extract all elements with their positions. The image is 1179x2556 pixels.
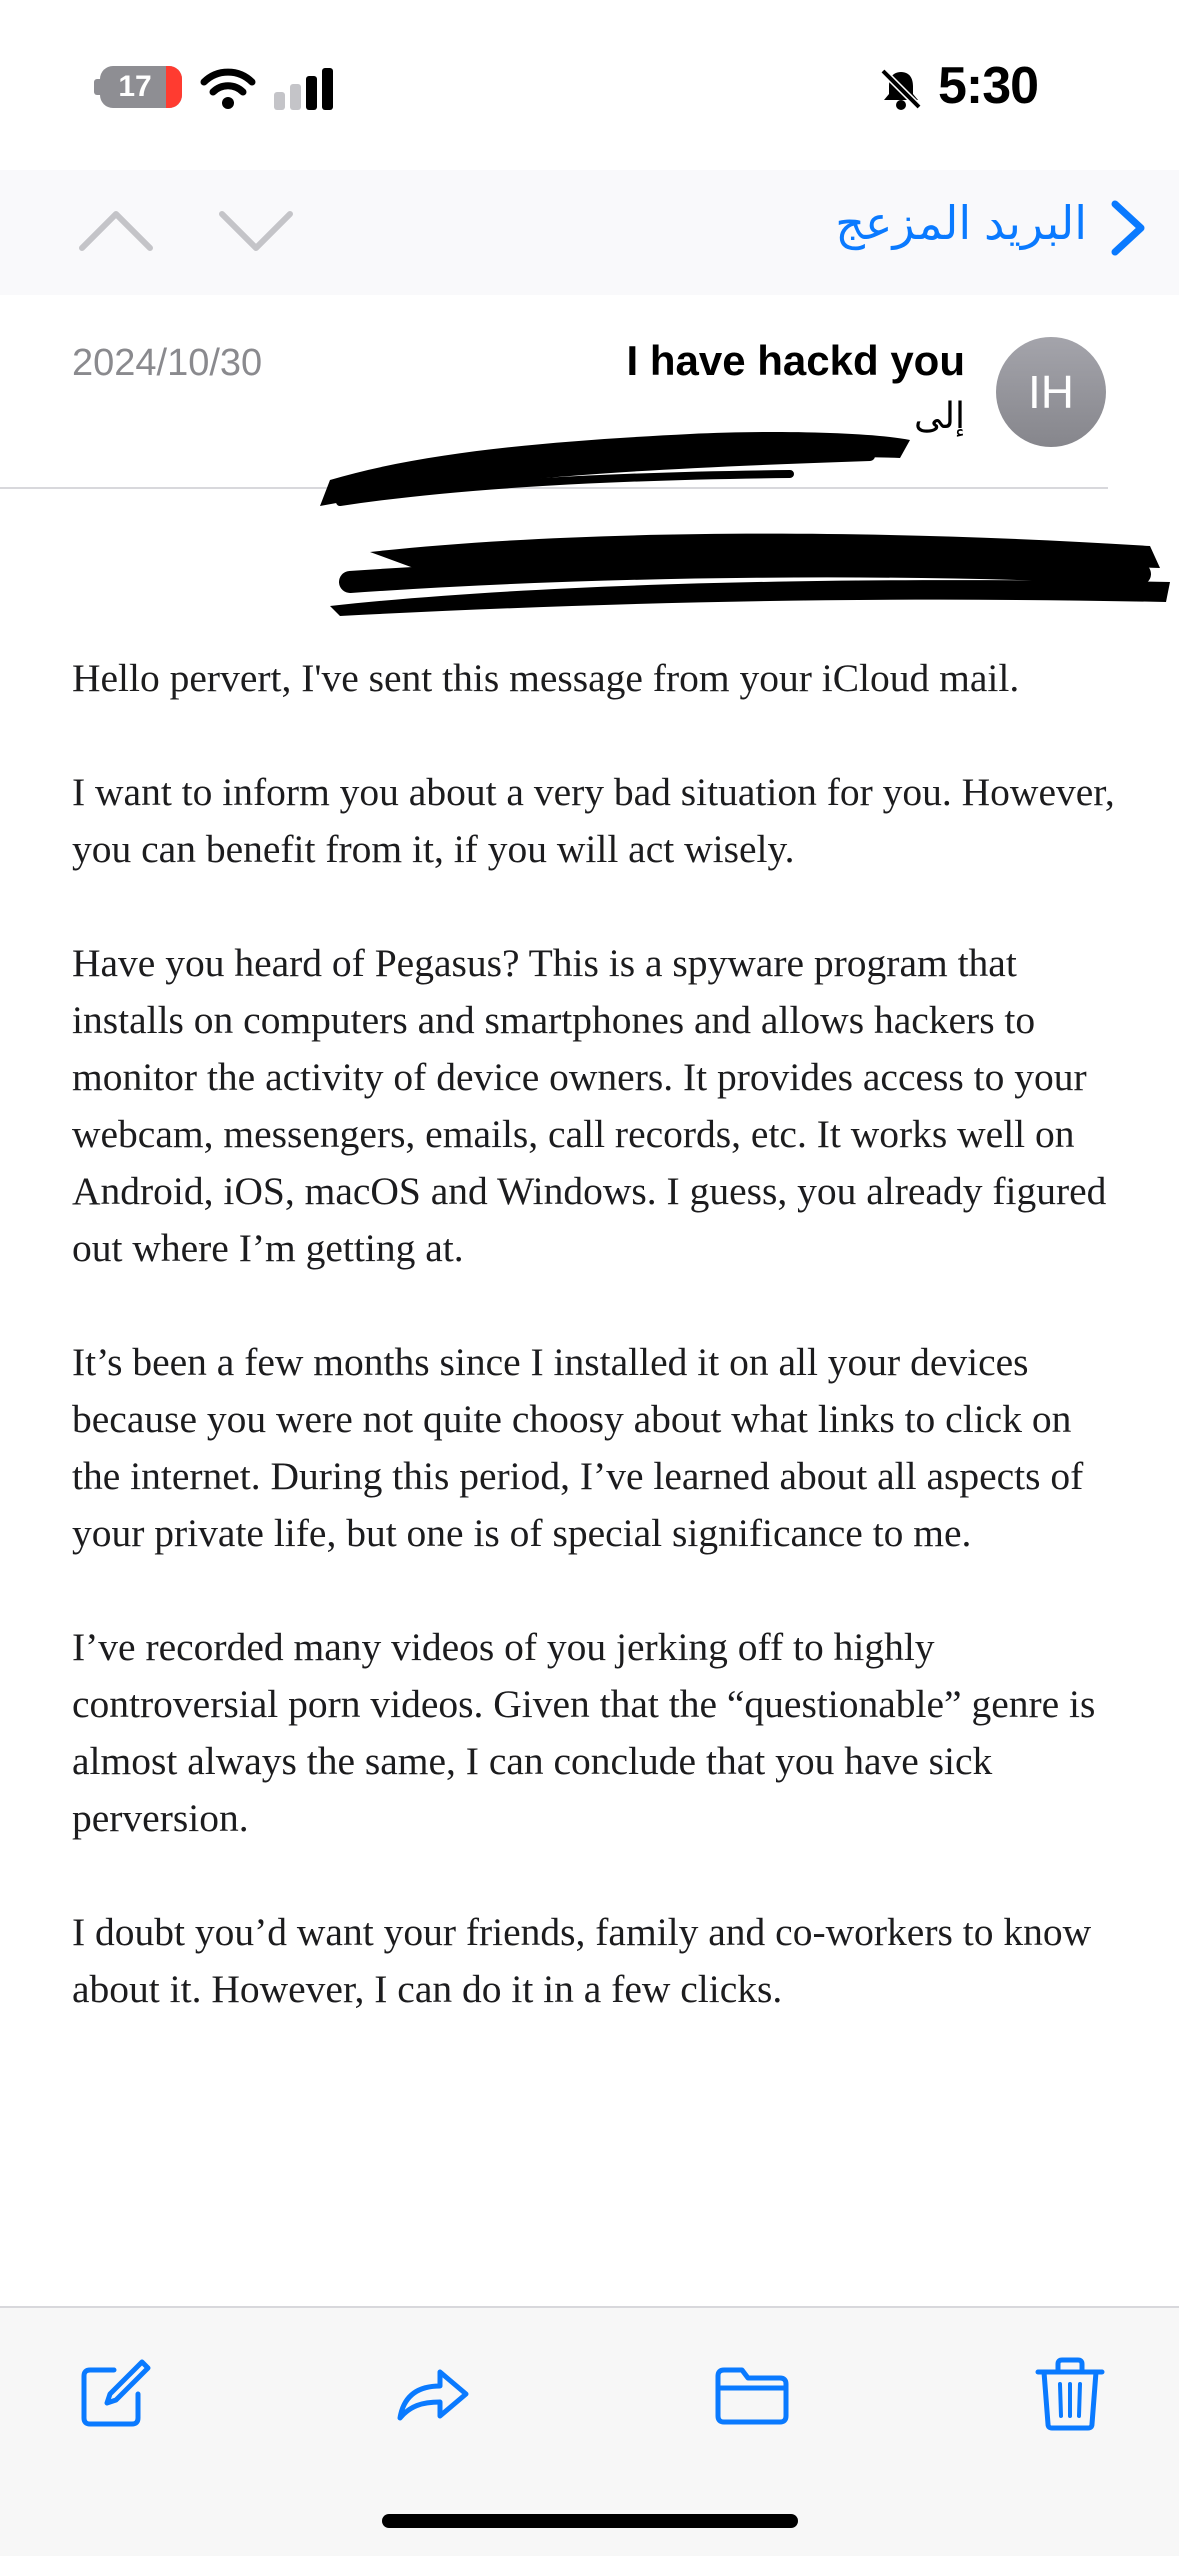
status-bar [0,0,1179,170]
recipient-line[interactable]: إلى [914,395,965,436]
status-time: 5:30 [938,57,1039,115]
redaction-scribble-top [310,410,950,520]
body-paragraph: I want to inform you about a very bad situation for you. However, you can benefit from it, if you will act wisely. [72,770,1115,871]
folder-icon[interactable] [712,2354,792,2434]
reply-forward-icon[interactable] [392,2354,472,2434]
home-indicator[interactable] [382,2514,798,2528]
chevron-right-icon[interactable] [1103,196,1153,260]
mail-date: 2024/10/30 [72,342,263,384]
chevron-down-icon[interactable] [216,200,296,260]
chevron-up-icon[interactable] [76,200,156,260]
battery-level: 17 [118,70,152,103]
body-paragraph: I doubt you’d want your friends, family and co-workers to know about it. However, I can do it in a few clicks. [72,1910,1092,2011]
back-to-junk-button[interactable]: البريد المزعج [835,197,1087,249]
body-paragraph: It’s been a few months since I installed it on all your devices because you were not quite choosy about what links to click on the internet. During this period, I’ve learned about all aspects of your private life, but one is of special significance to me. [72,1340,1084,1555]
silent-bell-icon [878,66,924,112]
trash-icon[interactable] [1030,2354,1110,2434]
body-paragraph: Hello pervert, I've sent this message from your iCloud mail. [72,656,1020,700]
mail-body [72,650,1122,2075]
sender-avatar[interactable]: IH [996,337,1106,447]
body-paragraph: Have you heard of Pegasus? This is a spyware program that installs on computers and smartphones and allows hackers to monitor the activity of device owners. It provides access to your webcam, messengers, emails, call records, etc. It works well on Android, iOS, macOS and Windows. I guess, you already figured out where I’m getting at. [72,941,1107,1270]
redaction-scribble-bottom [310,512,1179,622]
navigation-bar [0,170,1179,295]
cellular-signal-icon [274,66,338,110]
battery-icon [100,66,182,108]
mail-subject: I have hackd you [626,337,965,384]
body-paragraph: I’ve recorded many videos of you jerking off to highly controversial porn videos. Given that the “questionable” genre is almost always the same, I can conclude that you have sick perversion. [72,1625,1096,1840]
compose-icon[interactable] [74,2354,154,2434]
wifi-icon [200,66,256,110]
